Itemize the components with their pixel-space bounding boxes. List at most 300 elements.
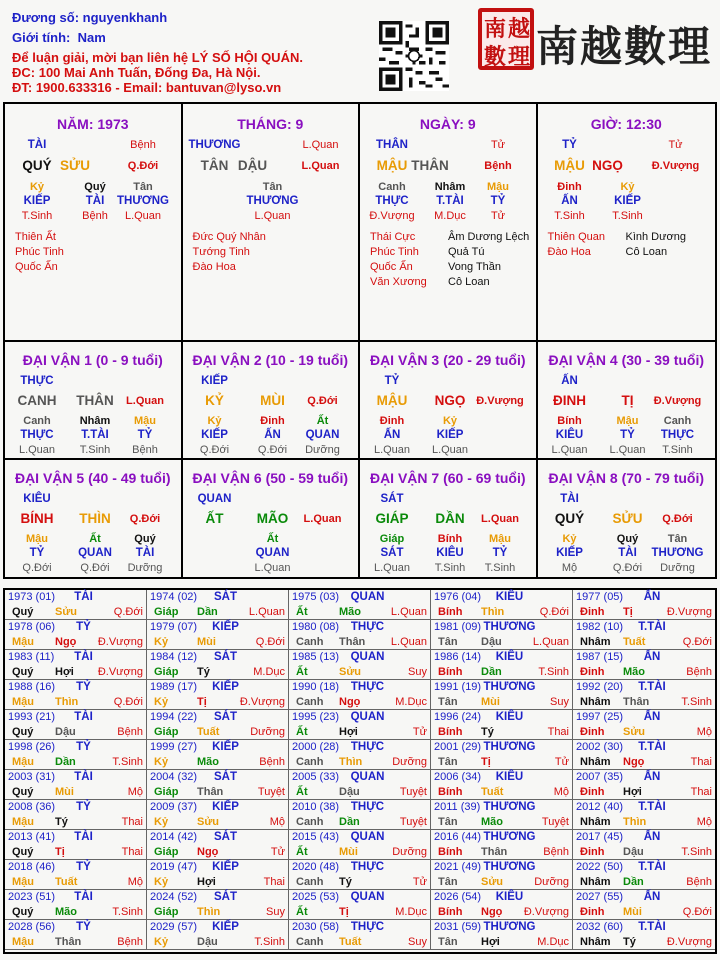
year-god: ẤN — [643, 891, 661, 903]
hidden-stem: Ất — [316, 415, 329, 427]
year-stage: Tử — [412, 726, 427, 738]
year-stage: Tử — [412, 876, 427, 888]
year-branch: Tị — [197, 696, 207, 708]
year-stem: Canh — [296, 756, 324, 768]
year-god: TỶ — [76, 681, 91, 693]
year-branch: Dần — [197, 606, 218, 618]
year-cell — [289, 890, 431, 920]
year-stage: T.Sinh — [681, 696, 712, 708]
year-god: QUAN — [350, 771, 385, 783]
dai-van-stem-god: TỶ — [384, 375, 400, 387]
year-branch: Thìn — [55, 696, 79, 708]
year-stem: Đinh — [580, 846, 605, 858]
year-cell — [289, 770, 431, 800]
pillar-branch-stage: Q.Đới — [127, 160, 159, 172]
year-label: 2029 (57) — [150, 921, 198, 933]
year-label: 2008 (36) — [8, 801, 56, 813]
dai-van-stem: QUÝ — [554, 511, 585, 526]
year-god: T.TÀI — [638, 741, 666, 753]
year-cell — [5, 920, 147, 950]
year-branch: Thân — [623, 696, 650, 708]
star-name: Thiên Quan — [547, 231, 605, 243]
year-stem: Quý — [12, 726, 34, 738]
hidden-god: TỶ — [29, 547, 45, 559]
year-label: 2009 (37) — [150, 801, 198, 813]
dai-van-stem-god: TÀI — [560, 493, 579, 505]
hidden-stem: Đinh — [557, 181, 582, 193]
year-label: 2010 (38) — [292, 801, 340, 813]
year-label: 2019 (47) — [150, 861, 198, 873]
year-god: TÀI — [74, 771, 93, 783]
year-stem: Bính — [438, 666, 463, 678]
year-stem: Mậu — [12, 756, 34, 768]
year-stage: Đ.Vượng — [97, 636, 143, 648]
hidden-stage: Mộ — [561, 562, 578, 574]
pillar-heavenly-stem: TÂN — [200, 158, 229, 173]
star-name: Thiên Ất — [15, 231, 56, 243]
year-label: 2005 (33) — [292, 771, 340, 783]
year-stem: Ất — [296, 666, 308, 678]
dai-van-branch: DẦN — [435, 511, 465, 526]
hidden-god: QUAN — [78, 547, 112, 559]
year-god: KIẾP — [212, 801, 239, 813]
year-god: SÁT — [214, 831, 237, 843]
year-god: SÁT — [214, 591, 237, 603]
hidden-god: KIẾP — [201, 429, 228, 441]
year-stage: Q.Đới — [113, 606, 143, 618]
year-cell — [573, 620, 715, 650]
star-name: Thái Cực — [370, 231, 416, 243]
dai-van-stem-god: SÁT — [380, 493, 404, 505]
hidden-stage: Q.Đới — [612, 562, 643, 574]
year-stage: L.Quan — [248, 606, 285, 618]
year-stage: Bệnh — [543, 846, 569, 858]
year-branch: Thìn — [481, 606, 505, 618]
pillar-title: THÁNG: 9 — [237, 116, 304, 132]
year-branch: Thìn — [623, 816, 647, 828]
year-stage: Suy — [408, 936, 427, 948]
year-stage: L.Quan — [390, 606, 427, 618]
dai-van-stage: L.Quan — [481, 513, 519, 525]
year-label: 2016 (44) — [434, 831, 482, 843]
year-cell — [147, 860, 289, 890]
hidden-stage: L.Quan — [254, 562, 291, 574]
hidden-stage: L.Quan — [373, 444, 411, 456]
year-label: 2001 (29) — [434, 741, 482, 753]
year-god: THƯƠNG — [483, 861, 536, 873]
dai-van-cell — [183, 342, 361, 460]
year-branch: Dậu — [197, 936, 218, 948]
year-stage: Q.Đới — [682, 636, 712, 648]
year-god: THỰC — [350, 681, 385, 693]
hidden-god: T.TÀI — [436, 195, 464, 207]
dai-van-cell — [360, 342, 538, 460]
year-stage: Suy — [550, 696, 569, 708]
owner-value: nguyenkhanh — [82, 10, 168, 25]
hidden-stage: Q.Đới — [257, 444, 288, 456]
pillar-title: NĂM: 1973 — [56, 116, 129, 132]
year-label: 1976 (04) — [434, 591, 482, 603]
year-stage: Tuyệt — [399, 816, 427, 828]
hidden-stage: Q.Đới — [22, 562, 52, 574]
dai-van-stage: L.Quan — [303, 513, 342, 525]
year-branch: Ngọ — [339, 696, 361, 708]
year-god: TỶ — [76, 621, 91, 633]
year-label: 1998 (26) — [8, 741, 56, 753]
year-cell — [5, 800, 147, 830]
hidden-stage: Đ.Vượng — [369, 210, 415, 222]
red-seal-icon: 南 越 數 理 — [478, 8, 534, 70]
star-name: Đào Hoa — [192, 261, 236, 273]
year-god: THỰC — [350, 921, 385, 933]
year-stage: Tuyệt — [399, 786, 427, 798]
year-god: TỶ — [76, 801, 91, 813]
year-stage: Đ.Vượng — [666, 936, 712, 948]
year-label: 1992 (20) — [576, 681, 624, 693]
year-stem: Bính — [438, 906, 463, 918]
year-god: KIÊU — [495, 591, 524, 603]
year-branch: Dần — [55, 756, 76, 768]
dai-van-stage: Đ.Vượng — [476, 395, 524, 407]
hidden-stage: L.Quan — [551, 444, 588, 456]
hidden-stem: Ất — [89, 533, 101, 545]
year-cell — [431, 680, 573, 710]
year-stage: Đ.Vượng — [239, 696, 285, 708]
pillar-earthly-branch: THÂN — [411, 158, 449, 173]
year-stage: Dưỡng — [534, 876, 569, 888]
year-cell — [147, 770, 289, 800]
hidden-stem: Canh — [378, 181, 406, 193]
year-stage: Dưỡng — [250, 726, 285, 738]
hidden-god: ẤN — [383, 429, 401, 441]
year-stage: Q.Đới — [113, 696, 143, 708]
year-stage: Tử — [270, 846, 285, 858]
year-god: SÁT — [214, 771, 237, 783]
year-stem: Đinh — [580, 906, 605, 918]
year-cell — [147, 590, 289, 620]
hidden-stem: Mậu — [26, 533, 48, 545]
pillar-stage: Bệnh — [130, 139, 156, 151]
star-name: Quả Tú — [448, 246, 485, 258]
year-cell — [5, 770, 147, 800]
year-branch: Tuất — [339, 936, 362, 948]
dai-van-branch: SỬU — [612, 511, 643, 526]
star-name: Vong Thần — [448, 261, 502, 273]
year-stem: Đinh — [580, 726, 605, 738]
dai-van-stem: GIÁP — [375, 511, 409, 526]
year-stem: Giáp — [154, 786, 179, 798]
pillar-earthly-branch: DẬU — [237, 158, 268, 173]
year-god: T.TÀI — [638, 621, 666, 633]
year-stem: Nhâm — [580, 696, 611, 708]
year-stem: Canh — [296, 696, 324, 708]
year-cell — [289, 740, 431, 770]
year-cell — [431, 890, 573, 920]
year-god: T.TÀI — [638, 921, 666, 933]
star-name: Phúc Tinh — [15, 246, 64, 258]
hidden-stem: Tân — [667, 533, 688, 545]
year-stem: Canh — [296, 816, 324, 828]
year-stage: Thai — [690, 786, 712, 798]
year-cell — [431, 800, 573, 830]
year-cell — [147, 650, 289, 680]
year-branch: Mùi — [481, 696, 500, 708]
pillar-title: GIỜ: 12:30 — [590, 116, 662, 132]
year-label: 2018 (46) — [8, 861, 56, 873]
year-label: 2007 (35) — [576, 771, 624, 783]
pillar-heavenly-stem: MẬU — [554, 158, 585, 173]
year-god: TÀI — [74, 591, 93, 603]
year-label: 2027 (55) — [576, 891, 624, 903]
pillar-earthly-branch: SỬU — [60, 158, 90, 173]
year-branch: Thân — [55, 936, 82, 948]
year-label: 2028 (56) — [8, 921, 56, 933]
hidden-stage: Bệnh — [82, 210, 108, 222]
year-branch: Ngọ — [623, 756, 645, 768]
year-stage: Mộ — [553, 786, 569, 798]
year-branch: Tị — [481, 756, 491, 768]
year-god: KIÊU — [495, 711, 524, 723]
year-god: THỰC — [350, 801, 385, 813]
year-branch: Dậu — [55, 726, 76, 738]
hidden-god: THỰC — [375, 195, 409, 207]
year-stem: Bính — [438, 606, 463, 618]
year-stage: M.Dục — [395, 696, 427, 708]
dai-van-stem: KỶ — [205, 393, 224, 408]
dai-van-cell — [538, 342, 716, 460]
year-stem: Canh — [296, 876, 324, 888]
year-stem: Mậu — [12, 816, 34, 828]
year-branch: Thân — [339, 636, 366, 648]
hidden-stage: L.Quan — [373, 562, 411, 574]
year-cell — [147, 710, 289, 740]
year-label: 2002 (30) — [576, 741, 624, 753]
year-stage: Q.Đới — [539, 606, 569, 618]
hidden-stem: Mậu — [487, 181, 509, 193]
year-stage: T.Sinh — [681, 846, 712, 858]
year-stem: Nhâm — [580, 636, 611, 648]
dai-van-branch: THÂN — [76, 393, 114, 408]
year-god: THỰC — [350, 621, 385, 633]
year-god: KIẾP — [212, 681, 239, 693]
pillar-cell — [538, 104, 716, 342]
year-stem: Kỷ — [154, 876, 169, 888]
year-stage: Tuyệt — [257, 786, 285, 798]
year-label: 2014 (42) — [150, 831, 198, 843]
year-cell — [573, 590, 715, 620]
star-name: Quốc Ấn — [370, 261, 413, 273]
year-god: ẤN — [643, 591, 661, 603]
dai-van-cell — [5, 460, 183, 578]
year-stage: Mộ — [696, 726, 712, 738]
year-stem: Quý — [12, 846, 34, 858]
dai-van-stem: ĐINH — [553, 393, 586, 408]
year-stage: Mộ — [127, 786, 143, 798]
year-stage: Bệnh — [117, 726, 143, 738]
year-branch: Dậu — [481, 636, 502, 648]
hidden-stem: Kỷ — [562, 533, 577, 545]
year-stage: Đ.Vượng — [523, 906, 569, 918]
year-cell — [147, 680, 289, 710]
dai-van-stem-god: ẤN — [561, 375, 578, 387]
owner-label: Đương số: — [12, 10, 80, 25]
hidden-stem: Nhâm — [434, 181, 466, 193]
year-branch: Tị — [623, 606, 633, 618]
year-cell — [289, 800, 431, 830]
year-label: 2020 (48) — [292, 861, 340, 873]
hidden-god: SÁT — [380, 547, 404, 559]
year-label: 2024 (52) — [150, 891, 198, 903]
hidden-stage: T.Sinh — [612, 210, 643, 222]
year-cell — [5, 680, 147, 710]
hidden-stage: T.Sinh — [434, 562, 466, 574]
year-label: 1991 (19) — [434, 681, 482, 693]
hidden-stem: Quý — [616, 533, 639, 545]
hidden-god: ẤN — [561, 195, 578, 207]
dai-van-branch: MÙI — [260, 393, 285, 408]
year-stage: Tuyệt — [541, 816, 569, 828]
year-branch: Thân — [481, 846, 508, 858]
year-stage: T.Sinh — [538, 666, 569, 678]
year-branch: Mão — [197, 756, 219, 768]
year-cell — [431, 830, 573, 860]
year-stem: Kỷ — [154, 936, 169, 948]
year-branch: Mùi — [197, 636, 216, 648]
year-cell — [573, 770, 715, 800]
year-branch: Sửu — [197, 816, 220, 828]
year-cell — [5, 830, 147, 860]
year-stem: Đinh — [580, 666, 605, 678]
hidden-god: QUAN — [305, 429, 340, 441]
year-god: T.TÀI — [638, 681, 666, 693]
dai-van-stem: ẤT — [205, 511, 224, 526]
year-god: QUAN — [350, 651, 385, 663]
year-god: TỶ — [76, 861, 91, 873]
hidden-stage: M.Dục — [434, 210, 466, 222]
year-label: 2003 (31) — [8, 771, 56, 783]
year-branch: Sửu — [55, 606, 78, 618]
year-cell — [289, 680, 431, 710]
year-stage: Tử — [554, 756, 569, 768]
year-branch: Tị — [339, 906, 349, 918]
year-god: KIÊU — [495, 891, 524, 903]
hidden-stem: Canh — [663, 415, 692, 427]
year-stem: Tân — [438, 936, 458, 948]
hidden-stem: Kỷ — [207, 415, 222, 427]
dai-van-stem: CANH — [17, 393, 57, 408]
year-stage: Thai — [121, 846, 143, 858]
year-cell — [5, 740, 147, 770]
star-name: Đào Hoa — [547, 246, 591, 258]
year-branch: Dần — [481, 666, 502, 678]
year-label: 1989 (17) — [150, 681, 198, 693]
year-branch: Thìn — [339, 756, 363, 768]
year-god: THƯƠNG — [483, 831, 536, 843]
year-cell — [431, 650, 573, 680]
year-cell — [289, 650, 431, 680]
dai-van-stem: MẬU — [376, 393, 408, 408]
year-god: T.TÀI — [638, 801, 666, 813]
year-label: 1983 (11) — [8, 651, 55, 663]
phone-email-line[interactable]: ĐT: 1900.633316 - Email: bantuvan@lyso.vn — [12, 80, 282, 95]
dai-van-title: ĐẠI VẬN 5 (40 - 49 tuổi) — [14, 470, 171, 486]
hidden-stage: T.Sinh — [79, 444, 111, 456]
hidden-stem: Mậu — [489, 533, 511, 545]
hidden-stem: Bính — [557, 415, 582, 427]
year-cell — [431, 770, 573, 800]
year-branch: Mùi — [623, 906, 642, 918]
pillar-heavenly-stem: MẬU — [376, 158, 408, 173]
hidden-stage: L.Quan — [609, 444, 646, 456]
year-stage: Bệnh — [117, 936, 143, 948]
dai-van-title: ĐẠI VẬN 6 (50 - 59 tuổi) — [192, 470, 349, 486]
hidden-stem: Mậu — [616, 415, 639, 427]
hidden-god: KIÊU — [436, 547, 464, 559]
year-branch: Thìn — [197, 906, 221, 918]
year-stem: Quý — [12, 906, 34, 918]
dai-van-branch: THÌN — [79, 511, 111, 526]
year-label: 2017 (45) — [576, 831, 624, 843]
year-stage: M.Dục — [537, 936, 569, 948]
year-god: KIÊU — [495, 651, 524, 663]
year-cell — [573, 800, 715, 830]
hidden-god: TÀI — [135, 547, 155, 559]
year-branch: Mùi — [55, 786, 74, 798]
year-label: 1979 (07) — [150, 621, 198, 633]
year-stem: Nhâm — [580, 816, 611, 828]
hidden-stem: Kỷ — [620, 181, 635, 193]
year-cell — [431, 620, 573, 650]
year-stem: Giáp — [154, 846, 179, 858]
year-stem: Ất — [296, 786, 308, 798]
pillar-title: NGÀY: 9 — [419, 116, 476, 132]
year-branch: Mão — [623, 666, 645, 678]
year-label: 2025 (53) — [292, 891, 340, 903]
hidden-stage: L.Quan — [254, 210, 291, 222]
pillar-stage: Tử — [668, 139, 683, 151]
year-god: ẤN — [643, 651, 661, 663]
year-label: 1982 (10) — [576, 621, 624, 633]
year-stem: Giáp — [154, 726, 179, 738]
star-name: Cô Loan — [625, 246, 668, 258]
year-stem: Đinh — [580, 606, 605, 618]
year-stage: Q.Đới — [255, 636, 285, 648]
year-cell — [573, 860, 715, 890]
year-stem: Quý — [12, 786, 34, 798]
year-stage: L.Quan — [390, 636, 427, 648]
year-stem: Quý — [12, 666, 34, 678]
year-cell — [289, 830, 431, 860]
hidden-stem: Quý — [134, 533, 156, 545]
year-stage: Mộ — [269, 816, 285, 828]
year-stage: L.Quan — [532, 636, 569, 648]
dai-van-cell — [538, 460, 716, 578]
hidden-god: KIẾP — [614, 195, 641, 207]
year-god: QUAN — [350, 891, 385, 903]
year-cell — [573, 710, 715, 740]
year-branch: Tị — [55, 846, 65, 858]
star-name: Tướng Tinh — [192, 246, 250, 258]
year-stem: Canh — [296, 936, 324, 948]
year-stem: Tân — [438, 636, 458, 648]
year-label: 2026 (54) — [434, 891, 482, 903]
year-god: SÁT — [214, 891, 237, 903]
year-cell — [147, 800, 289, 830]
year-stage: Mộ — [127, 876, 143, 888]
logo — [478, 8, 718, 94]
hidden-stem: Canh — [23, 415, 51, 427]
year-cell — [147, 830, 289, 860]
